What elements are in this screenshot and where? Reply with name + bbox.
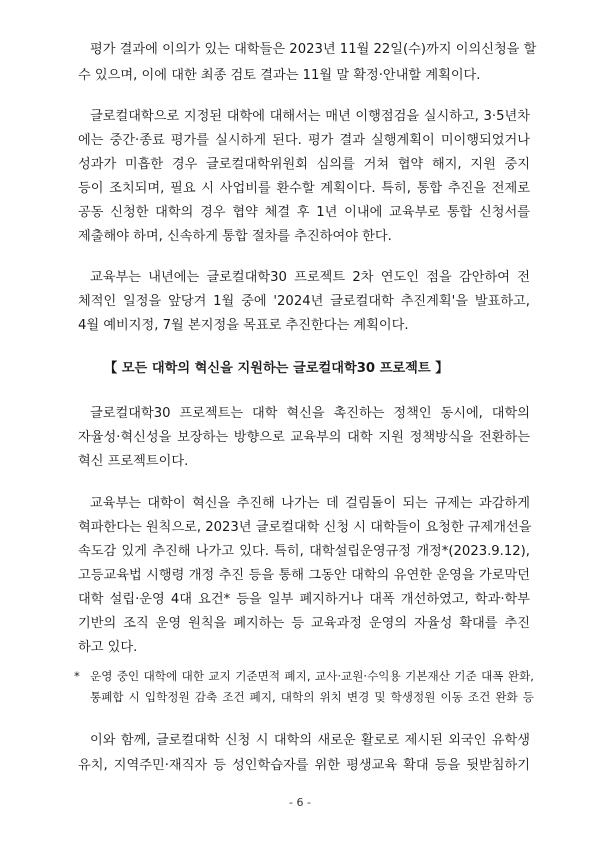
text-line: 제출해야 하며, 신속하게 통합 절차를 추진하여야 한다. [78,229,392,244]
text-line: 혁신 프로젝트이다. [78,454,189,469]
text-line: 하고 있다. [78,640,138,655]
text-line: 고등교육법 시행령 개정 추진 등을 통해 그동안 대학의 유연한 운영을 가로막던 [78,568,530,583]
text-line: 체적인 일정을 앞당겨 1월 중에 '2024년 글로컬대학 추진계획'을 발표하고, [78,294,530,309]
text-line: 성과가 미흡한 경우 글로컬대학위원회 심의를 거쳐 협약 해지, 지원 중지 [78,157,530,172]
text-line: 기반의 조직 운영 원칙을 폐지하는 등 교육과정 운영의 자율성 확대를 추진 [78,616,530,631]
footnote-line: 운영 중인 대학에 대한 교지 기준면적 폐지, 교사·교원·수익용 기본재산 기준 대폭 완화, [90,669,534,683]
text-line: 속도감 있게 추진해 나가고 있다. 특히, 대학설립운영규정 개정*(2023.9.12), [78,544,530,559]
text-line: 교육부는 내년에는 글로컬대학30 프로젝트 2차 연도인 점을 감안하여 전 [90,270,530,285]
text-line: 유치, 지역주민·재직자 등 성인학습자를 위한 평생교육 확대 등을 뒷받침하기 [78,758,530,773]
footnote-mark: * [74,669,80,683]
text-line: 수 있으며, 이에 대한 최종 검토 결과는 11월 말 확정·안내할 계획이다. [78,68,481,83]
text-line: 에는 중간·종료 평가를 실시하게 된다. 평가 결과 실행계획이 미이행되었거나 [78,133,530,148]
text-line: 자율성·혁신성을 보장하는 방향으로 교육부의 대학 지원 정책방식을 전환하는 [78,430,530,445]
footnote-line: 통폐합 시 입학정원 감축 조건 폐지, 대학의 위치 변경 및 학생정원 이동 조건 완화 등 [90,690,534,704]
section-heading: 【 모든 대학의 혁신을 지원하는 글로컬대학30 프로젝트 】 [104,361,449,376]
text-line: 혁파한다는 원칙으로, 2023년 글로컬대학 신청 시 대학들이 요청한 규제개선을 [78,520,532,535]
text-line: 교육부는 대학이 혁신을 추진해 나가는 데 걸림돌이 되는 규제는 과감하게 [90,496,530,511]
text-line: 이와 함께, 글로컬대학 신청 시 대학의 새로운 활로로 제시된 외국인 유학생 [90,733,530,748]
text-line: 공동 신청한 대학의 경우 협약 체결 후 1년 이내에 교육부로 통합 신청서를 [78,205,530,220]
text-line: 글로컬대학30 프로젝트는 대학 혁신을 촉진하는 정책인 동시에, 대학의 [90,406,530,421]
text-line: 글로컬대학으로 지정된 대학에 대해서는 매년 이행점검을 실시하고, 3·5년차 [90,109,530,124]
page-number: - 6 - [289,796,311,809]
text-line: 4월 예비지정, 7월 본지정을 목표로 추진한다는 계획이다. [78,318,409,333]
text-line: 대학 설립·운영 4대 요건* 등을 일부 폐지하거나 대폭 개선하였고, 학과·학부 [78,592,530,607]
text-line: 평가 결과에 이의가 있는 대학들은 2023년 11월 22일(수)까지 이의신청을 할 [90,42,537,57]
text-line: 등이 조치되며, 필요 시 사업비를 환수할 계획이다. 특히, 통합 추진을 전제로 [78,181,530,196]
